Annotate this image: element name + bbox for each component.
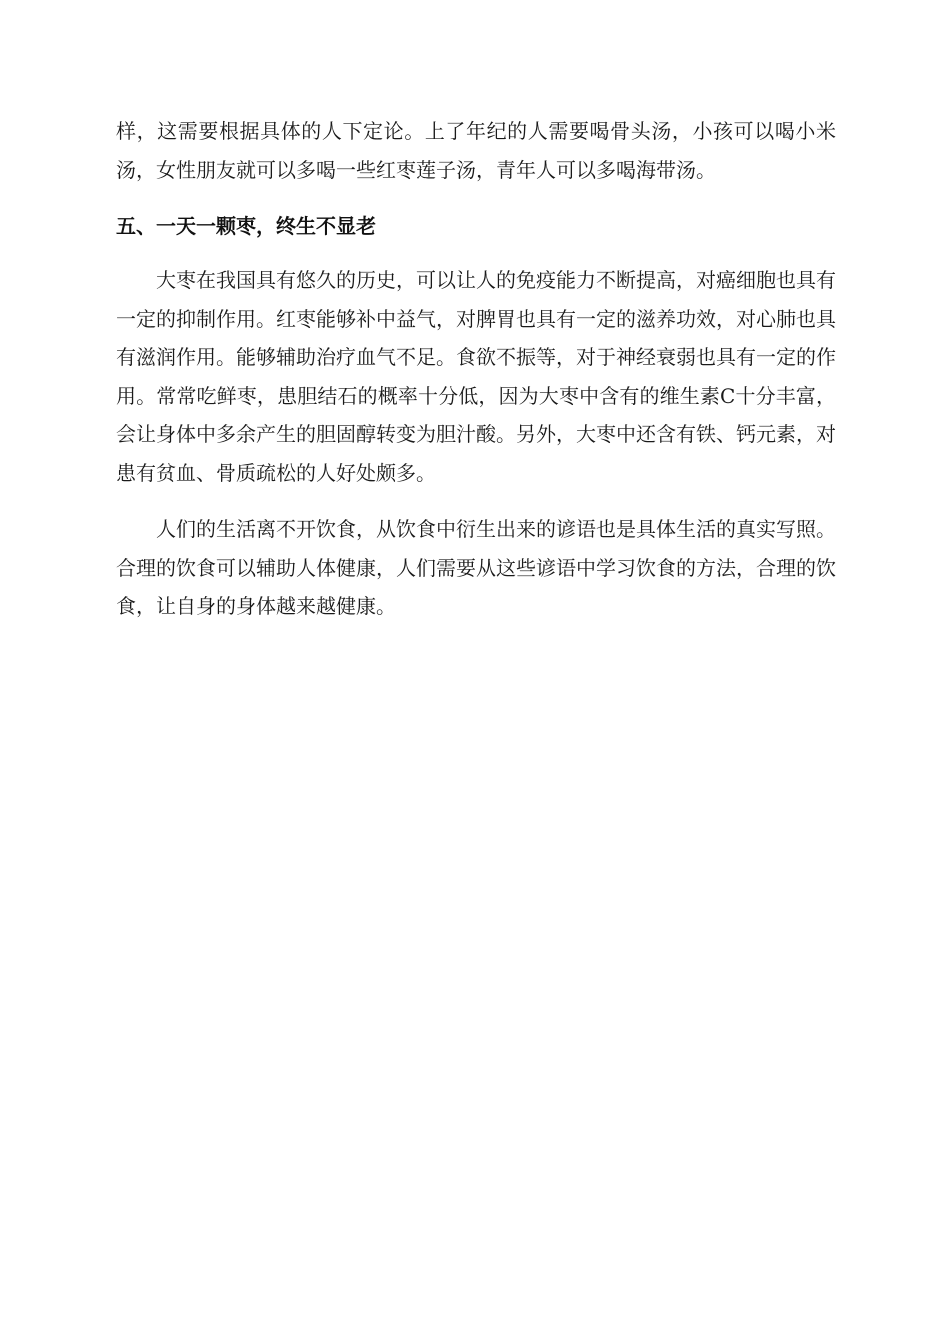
section-heading: 五、一天一颗枣，终生不显老: [116, 214, 376, 238]
continued-paragraph: 样，这需要根据具体的人下定论。上了年纪的人需要喝骨头汤，小孩可以喝小米汤，女性朋友就可以多喝一些红枣莲子汤，青年人可以多喝海带汤。: [116, 119, 836, 182]
conclusion-paragraph: 人们的生活离不开饮食，从饮食中衍生出来的谚语也是具体生活的真实写照。合理的饮食可以辅助人体健康，人们需要从这些谚语中学习饮食的方法，合理的饮食，让自身的身体越来越健康。: [116, 517, 836, 618]
jujube-paragraph: 大枣在我国具有悠久的历史，可以让人的免疫能力不断提高，对癌细胞也具有一定的抑制作用。红枣能够补中益气，对脾胃也具有一定的滋养功效，对心肺也具有滋润作用。能够辅助治疗血气不足。食欲不振等，对于神经衰弱也具有一定的作用。常常吃鲜枣，患胆结石的概率十分低，因为大枣中含有的维生素C十分丰富，会让身体中多余产生的胆固醇转变为胆汁酸。另外，大枣中还含有铁、钙元素，对患有贫血、骨质疏松的人好处颇多。: [116, 268, 836, 485]
document-body: [116, 112, 836, 644]
